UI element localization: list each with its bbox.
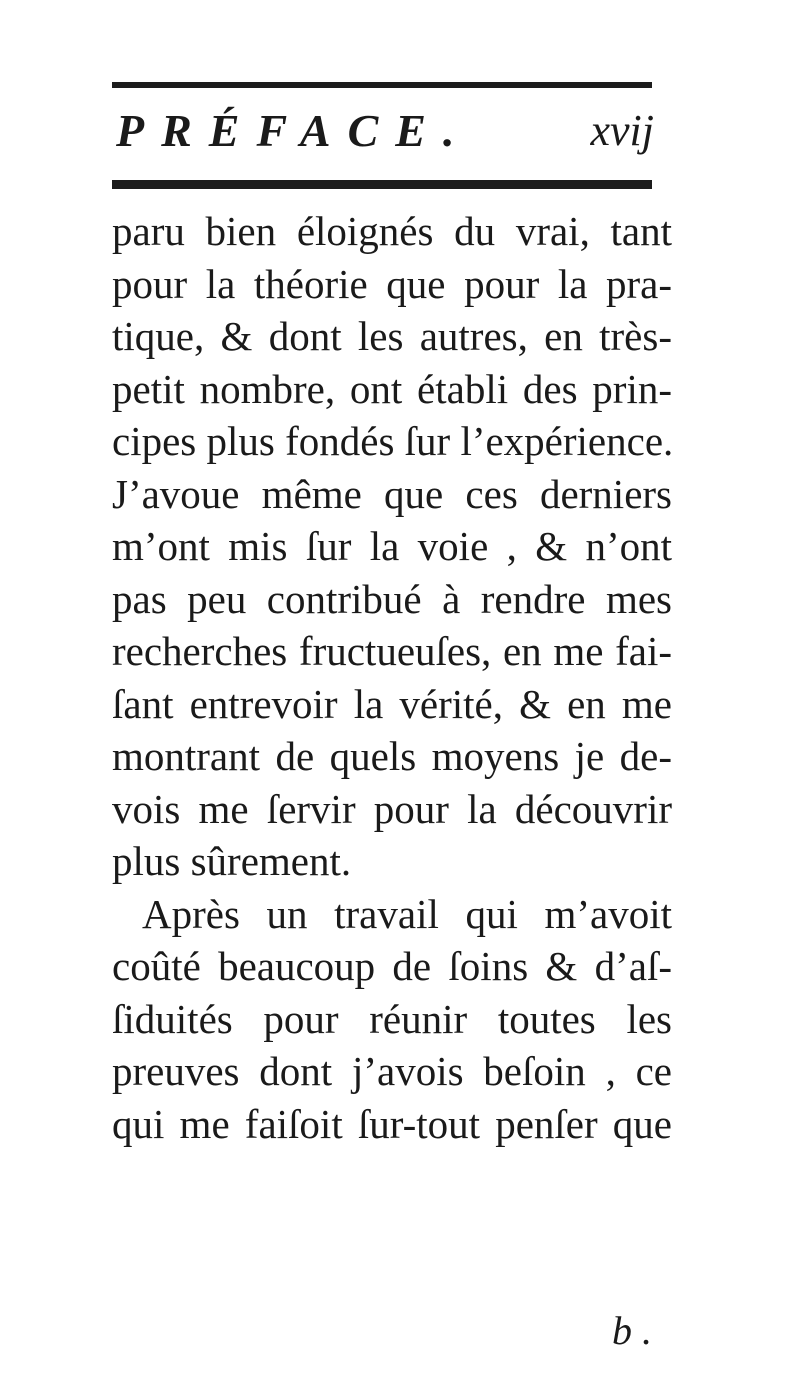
signature-mark: b . bbox=[612, 1308, 652, 1353]
text-line: ſiduités pour réunir toutes les bbox=[112, 995, 672, 1042]
body-text bbox=[112, 205, 672, 1150]
page-number: xvij bbox=[590, 106, 654, 155]
text-line: m’ont mis ſur la voie , & n’ont bbox=[112, 523, 672, 569]
text-line: coûté beaucoup de ſoins & d’aſ- bbox=[112, 943, 672, 989]
text-line: montrant de quels moyens je de- bbox=[112, 733, 672, 779]
header-top-rule bbox=[112, 82, 652, 88]
header-bottom-rule bbox=[112, 180, 652, 189]
text-line: ſant entrevoir la vérité, & en me bbox=[112, 680, 672, 727]
text-line: tique, & dont les autres, en très- bbox=[112, 313, 672, 359]
text-line: qui me faiſoit ſur-tout penſer que bbox=[112, 1100, 672, 1147]
text-line: petit nombre, ont établi des prin- bbox=[112, 365, 672, 412]
text-line: cipes plus fondés ſur l’expérience. bbox=[112, 418, 674, 464]
running-title: PRÉFACE. bbox=[116, 105, 472, 156]
text-line: paru bien éloignés du vrai, tant bbox=[112, 208, 672, 254]
text-line: pas peu contribué à rendre mes bbox=[112, 575, 672, 622]
running-header bbox=[116, 92, 656, 170]
text-line: plus sûrement. bbox=[112, 838, 352, 884]
text-line: preuves dont j’avois beſoin , ce bbox=[112, 1048, 672, 1094]
text-line: recherches fructueuſes, en me fai- bbox=[112, 628, 672, 674]
text-line: J’avoue même que ces derniers bbox=[112, 470, 672, 517]
text-line: pour la théorie que pour la pra- bbox=[112, 260, 672, 307]
paragraph-start-line: Après un travail qui m’avoit bbox=[142, 890, 672, 937]
text-line: vois me ſervir pour la découvrir bbox=[112, 785, 672, 832]
